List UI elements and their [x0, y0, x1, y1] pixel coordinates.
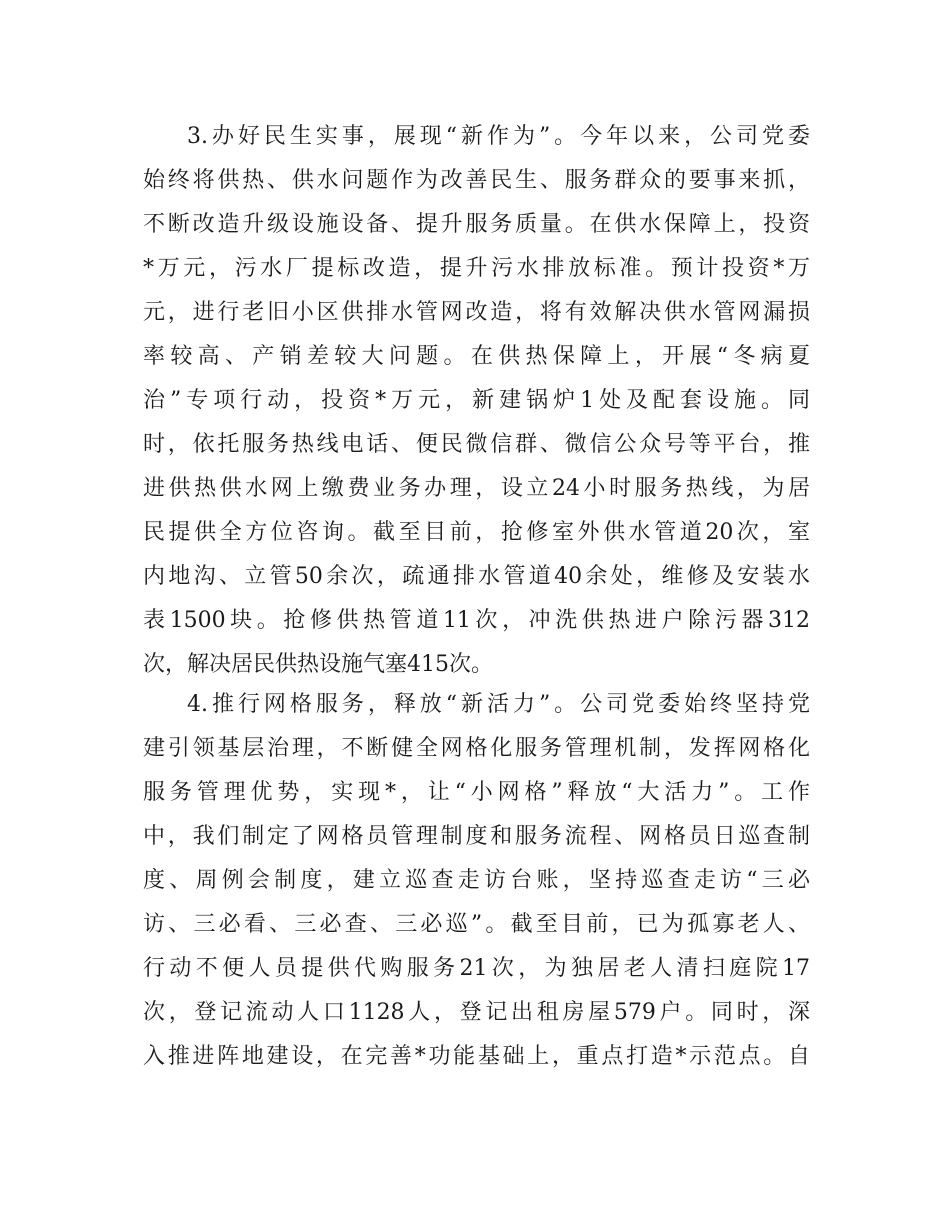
paragraph-line: 治”专项行动，投资*万元，新建锅炉1处及配套设施。同 — [143, 388, 810, 413]
paragraph-line: 内地沟、立管50余次，疏通排水管道40余处，维修及安装水 — [143, 564, 810, 589]
paragraph-line: *万元，污水厂提标改造，提升污水排放标准。预计投资*万 — [143, 256, 810, 281]
paragraph-line: 行动不便人员提供代购服务21次，为独居老人清扫庭院17 — [143, 956, 810, 981]
paragraph-line: 率较高、产销差较大问题。在供热保障上，开展“冬病夏 — [143, 344, 810, 369]
paragraph-line: 时，依托服务热线电话、便民微信群、微信公众号等平台，推 — [143, 432, 810, 457]
paragraph-line: 次，解决居民供热设施气塞415次。 — [143, 652, 493, 677]
paragraph-line: 不断改造升级设施设备、提升服务质量。在供水保障上，投资 — [143, 212, 810, 237]
paragraph-line: 服务管理优势，实现*，让“小网格”释放“大活力”。工作 — [143, 780, 810, 805]
paragraph-line: 建引领基层治理，不断健全网格化服务管理机制，发挥网格化 — [143, 736, 810, 761]
paragraph-line: 入推进阵地建设，在完善*功能基础上，重点打造*示范点。自 — [143, 1044, 810, 1069]
paragraph-line: 始终将供热、供水问题作为改善民生、服务群众的要事来抓， — [143, 168, 810, 193]
paragraph-line: 次，登记流动人口1128人，登记出租房屋579户。同时，深 — [143, 1000, 810, 1025]
paragraph-line: 进供热供水网上缴费业务办理，设立24小时服务热线，为居 — [143, 476, 810, 501]
paragraph-line: 中，我们制定了网格员管理制度和服务流程、网格员日巡查制 — [143, 824, 810, 849]
paragraph-line: 3.办好民生实事，展现“新作为”。今年以来，公司党委 — [187, 124, 810, 149]
paragraph-line: 表1500块。抢修供热管道11次，冲洗供热进户除污器312 — [143, 608, 810, 633]
paragraph-grid-service — [143, 683, 810, 1079]
paragraph-line: 访、三必看、三必查、三必巡”。截至目前，已为孤寡老人、 — [143, 912, 810, 937]
paragraph-line: 元，进行老旧小区供排水管网改造，将有效解决供水管网漏损 — [143, 300, 810, 325]
paragraph-line: 度、周例会制度，建立巡查走访台账，坚持巡查走访“三必 — [143, 868, 810, 893]
paragraph-line: 民提供全方位咨询。截至目前，抢修室外供水管道20次，室 — [143, 520, 810, 545]
paragraph-livelihood — [143, 115, 810, 687]
paragraph-line: 4.推行网格服务，释放“新活力”。公司党委始终坚持党 — [187, 692, 810, 717]
